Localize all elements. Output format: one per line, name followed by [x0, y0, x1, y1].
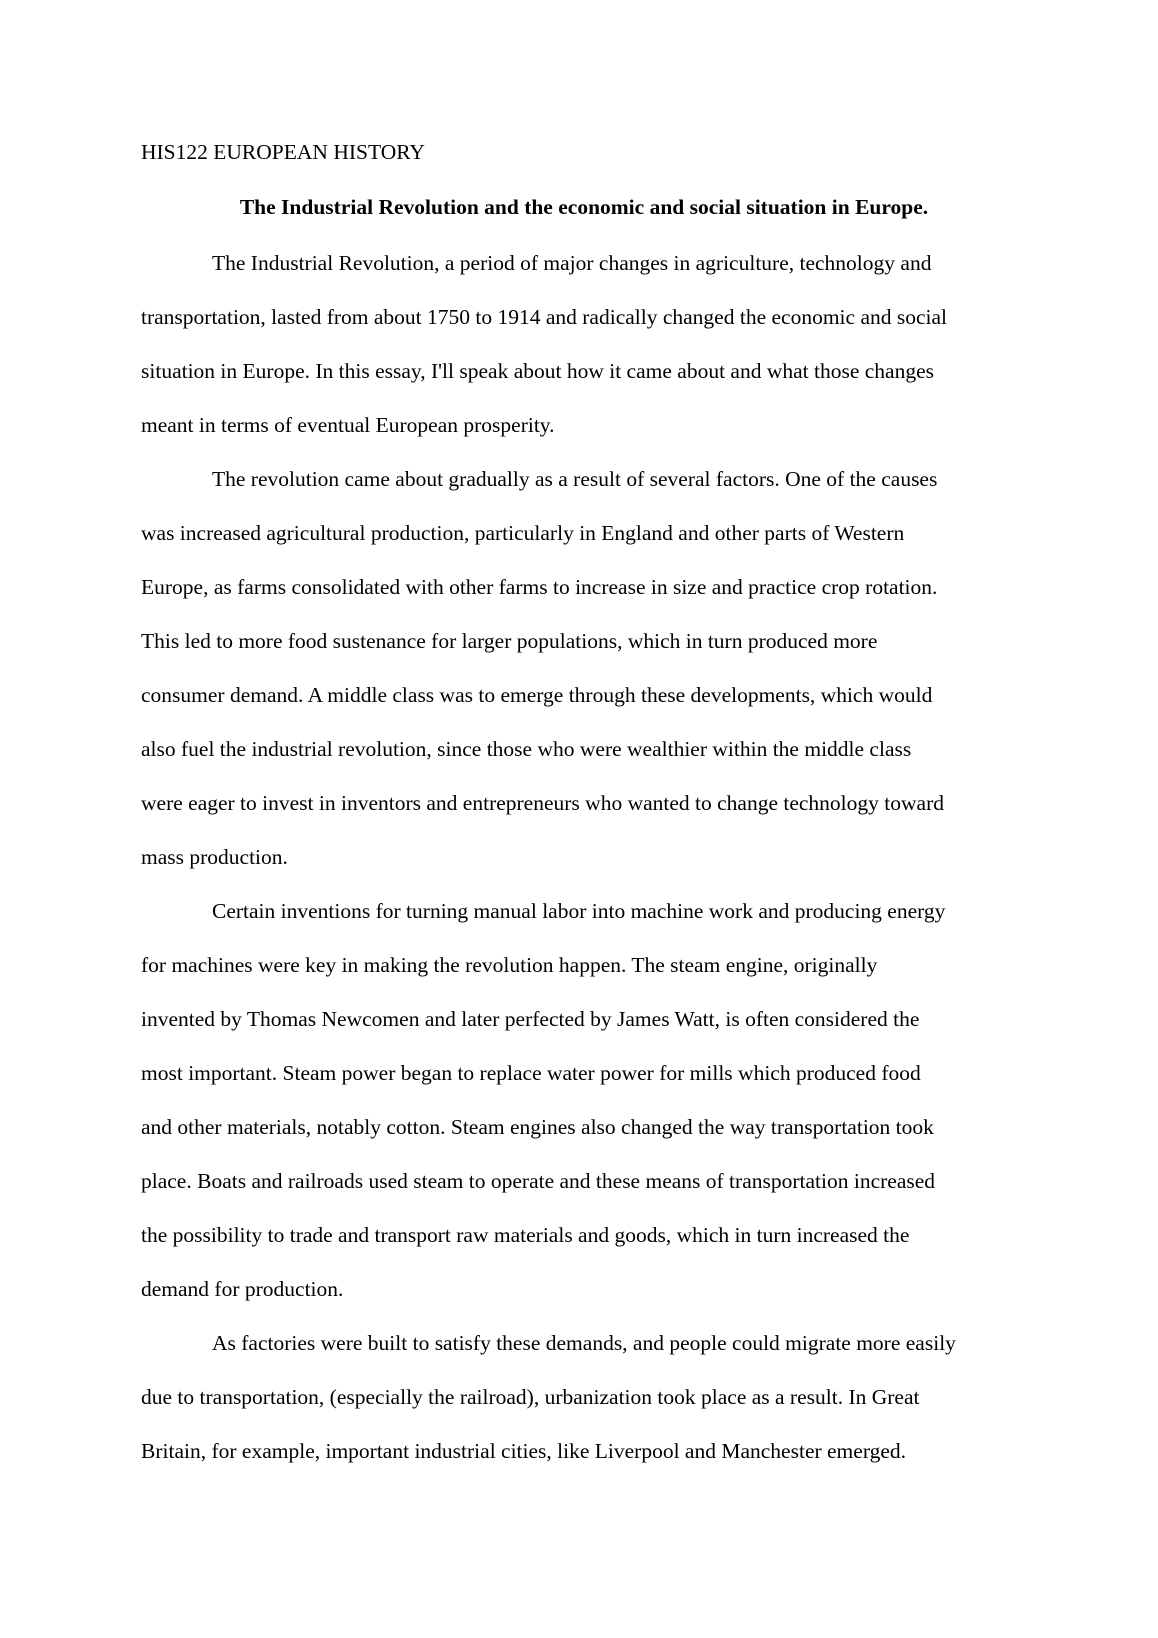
paragraph-line: This led to more food sustenance for larger populations, which in turn produced more — [141, 629, 878, 653]
paragraph-line: meant in terms of eventual European prosperity. — [141, 413, 555, 437]
paragraph-line: for machines were key in making the revolution happen. The steam engine, originally — [141, 953, 878, 977]
paragraph-line: due to transportation, (especially the railroad), urbanization took place as a result. In Great — [141, 1385, 920, 1409]
paragraph-inventions — [141, 884, 1041, 1316]
paragraph-line: the possibility to trade and transport raw materials and goods, which in turn increased the — [141, 1223, 910, 1247]
paragraph-line: most important. Steam power began to replace water power for mills which produced food — [141, 1061, 921, 1085]
paragraph-line: As factories were built to satisfy these demands, and people could migrate more easily — [212, 1331, 956, 1355]
paragraph-line: and other materials, notably cotton. Steam engines also changed the way transportation took — [141, 1115, 934, 1139]
paragraph-urbanization — [141, 1316, 1041, 1478]
paragraph-line: situation in Europe. In this essay, I'll speak about how it came about and what those changes — [141, 359, 935, 383]
paragraph-line: The revolution came about gradually as a result of several factors. One of the causes — [212, 467, 938, 491]
paragraph-line: also fuel the industrial revolution, since those who were wealthier within the middle class — [141, 737, 912, 761]
paragraph-line: Europe, as farms consolidated with other farms to increase in size and practice crop rotation. — [141, 575, 938, 599]
paragraph-line: Certain inventions for turning manual labor into machine work and producing energy — [212, 899, 946, 923]
paragraph-line: transportation, lasted from about 1750 to 1914 and radically changed the economic and social — [141, 305, 948, 329]
course-header: HIS122 EUROPEAN HISTORY — [141, 140, 425, 164]
paragraph-line: consumer demand. A middle class was to emerge through these developments, which would — [141, 683, 933, 707]
paragraph-line: The Industrial Revolution, a period of major changes in agriculture, technology and — [212, 251, 932, 275]
paragraph-line: were eager to invest in inventors and entrepreneurs who wanted to change technology toward — [141, 791, 944, 815]
paragraph-line: place. Boats and railroads used steam to operate and these means of transportation increased — [141, 1169, 936, 1193]
paragraph-line: invented by Thomas Newcomen and later perfected by James Watt, is often considered the — [141, 1007, 920, 1031]
essay-title: The Industrial Revolution and the economic and social situation in Europe. — [239, 195, 929, 219]
paragraph-intro — [141, 236, 1041, 452]
paragraph-line: was increased agricultural production, particularly in England and other parts of Western — [141, 521, 905, 545]
paragraph-causes — [141, 452, 1041, 884]
paragraph-line: demand for production. — [141, 1277, 344, 1301]
paragraph-line: mass production. — [141, 845, 288, 869]
paragraph-line: Britain, for example, important industrial cities, like Liverpool and Manchester emerged. — [141, 1439, 907, 1463]
